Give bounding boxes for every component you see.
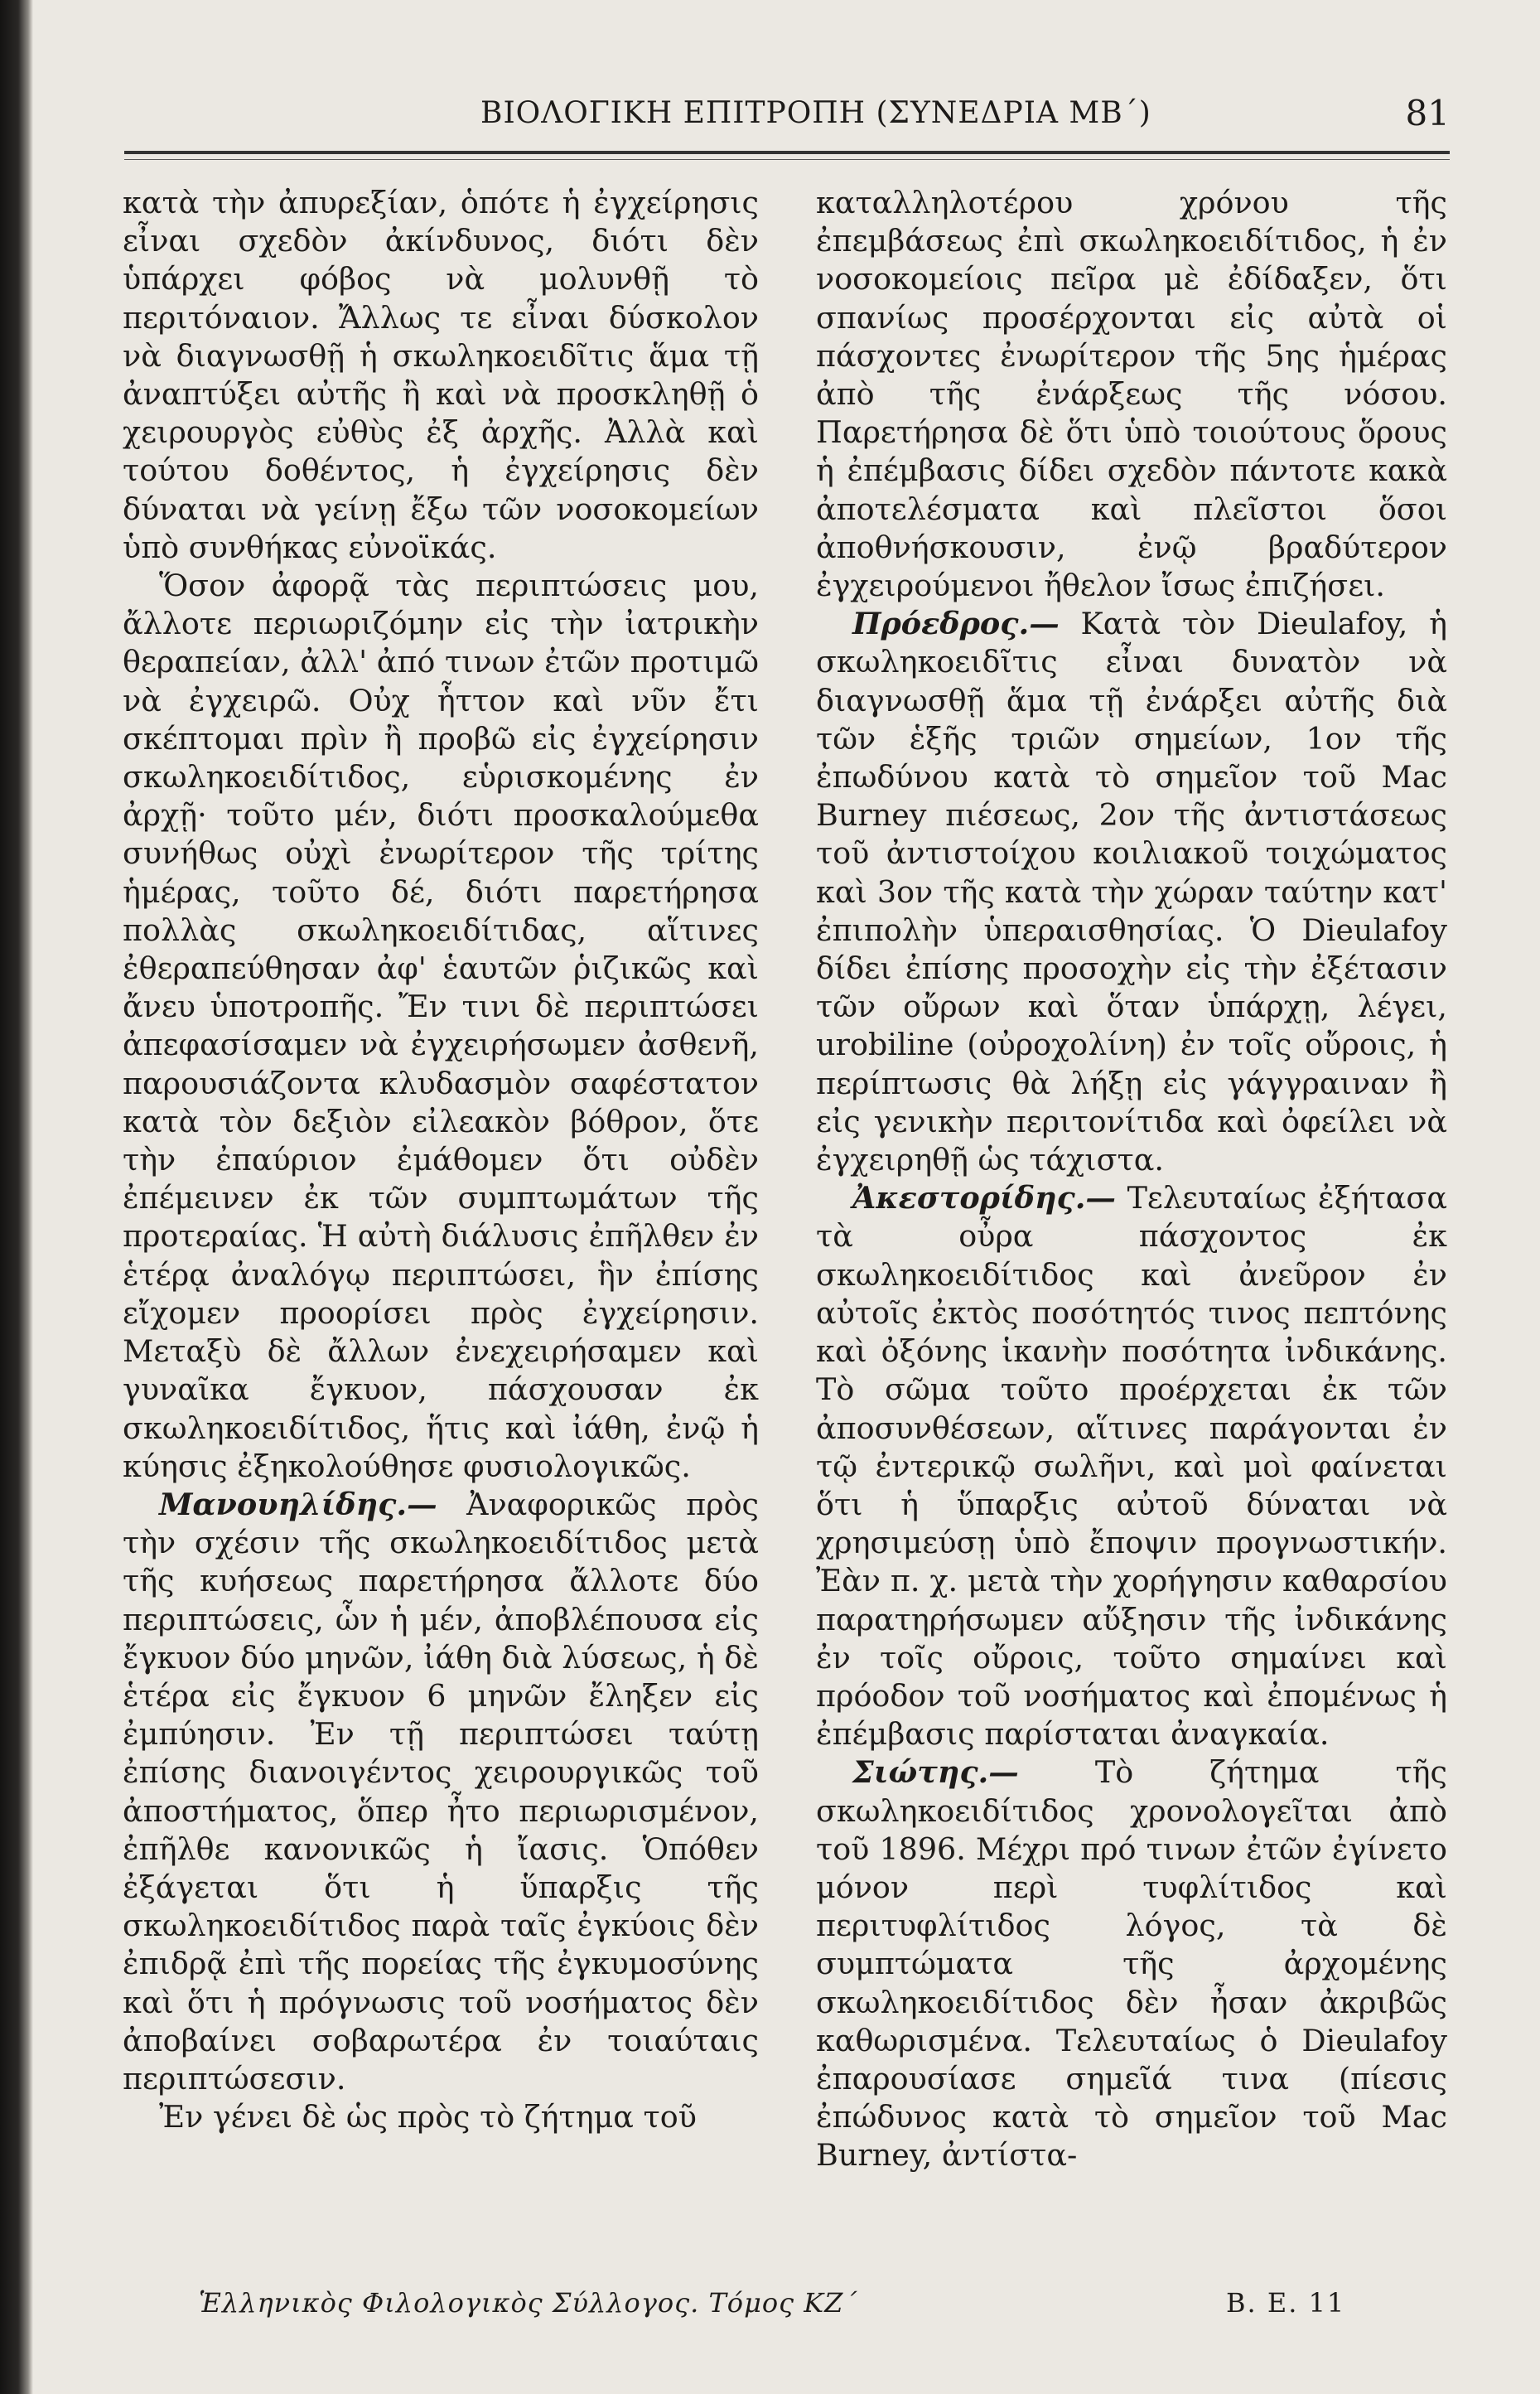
speaker-name: Μανουηλίδης.—: [159, 1486, 437, 1522]
speech-text: Τὸ ζήτημα τῆς σκωληκοειδίτιδος χρονολογεῖται ἀπὸ τοῦ 1896. Μέχρι πρό τινων ἐτῶν ἐγίνετο μόνον περὶ τυφλίτιδος καὶ περιτυφλίτιδος λόγος, τὰ δὲ συμπτώματα τῆς ἀρχομένης σκωληκοειδίτιδος δὲν ἦσαν ἀκριβῶς καθωρισμένα. Τελευταίως ὁ Dieulafoy ἐπαρουσίασε σημεῖά τινα (πίεσις ἐπώδυνος κατὰ τὸ σημεῖον τοῦ Mac Burney, ἀντίστα-: [816, 1754, 1447, 2174]
page-number: 81: [1405, 93, 1450, 133]
paragraph: [123, 1486, 759, 2098]
speaker-name: Πρόεδρος.—: [852, 606, 1060, 642]
left-column: [123, 184, 759, 2136]
speech-text: Ἀναφορικῶς πρὸς τὴν σχέσιν τῆς σκωληκοειδίτιδος μετὰ τῆς κυήσεως παρετήρησα ἄλλοτε δύο περιπτώσεις, ὧν ἡ μέν, ἀποβλέπουσα εἰς ἔγκυον δύο μηνῶν, ἰάθη διὰ λύσεως, ἡ δὲ ἑτέρα εἰς ἔγκυον 6 μηνῶν ἔληξεν εἰς ἐμπύησιν. Ἐν τῇ περιπτώσει ταύτῃ ἐπίσης διανοιγέντος χειρουργικῶς τοῦ ἀποστήματος, ὅπερ ἦτο περιωρισμένον, ἐπῆλθε κανονικῶς ἡ ἴασις. Ὁπόθεν ἐξάγεται ὅτι ἡ ὕπαρξις τῆς σκωληκοειδίτιδος παρὰ ταῖς ἐγκύοις δὲν ἐπιδρᾷ ἐπὶ τῆς πορείας τῆς ἐγκυμοσύνης καὶ ὅτι ἡ πρόγνωσις τοῦ νοσήματος δὲν ἀποβαίνει σοβαρωτέρα ἐν τοιαύταις περιπτώσεσιν.: [123, 1486, 759, 2097]
paragraph: Ἐν γένει δὲ ὡς πρὸς τὸ ζήτημα τοῦ: [159, 2099, 697, 2135]
paragraph: κατὰ τὴν ἀπυρεξίαν, ὁπότε ἡ ἐγχείρησις εἶναι σχεδὸν ἀκίνδυνος, διότι δὲν ὑπάρχει φόβος νὰ μολυνθῇ τὸ περιτόναιον. Ἄλλως τε εἶναι δύσκολον νὰ διαγνωσθῇ ἡ σκωληκοειδῖτις ἅμα τῇ ἀναπτύξει αὐτῆς ἢ καὶ νὰ προσκληθῇ ὁ χειρουργὸς εὐθὺς ἐξ ἀρχῆς. Ἀλλὰ καὶ τούτου δοθέντος, ἡ ἐγχείρησις δὲν δύναται νὰ γείνῃ ἔξω τῶν νοσοκομείων ὑπὸ συνθήκας εὐνοϊκάς.: [123, 185, 759, 565]
paragraph: Ὅσον ἀφορᾷ τὰς περιπτώσεις μου, ἄλλοτε περιωριζόμην εἰς τὴν ἰατρικὴν θεραπείαν, ἀλλ' ἀπό τινων ἐτῶν προτιμῶ νὰ ἐγχειρῶ. Οὐχ ἧττον καὶ νῦν ἔτι σκέπτομαι πρὶν ἢ προβῶ εἰς ἐγχείρησιν σκωληκοειδίτιδος, εὑρισκομένης ἐν ἀρχῇ· τοῦτο μέν, διότι προσκαλούμεθα συνήθως οὐχὶ ἐνωρίτερον τῆς τρίτης ἡμέρας, τοῦτο δέ, διότι παρετήρησα πολλὰς σκωληκοειδίτιδας, αἵτινες ἐθεραπεύθησαν ἀφ' ἑαυτῶν ῥιζικῶς καὶ ἄνευ ὑποτροπῆς. Ἔν τινι δὲ περιπτώσει ἀπεφασίσαμεν νὰ ἐγχειρήσωμεν ἀσθενῆ, παρουσιάζοντα κλυδασμὸν σαφέστατον κατὰ τὸν δεξιὸν εἰλεακὸν βόθρον, ὅτε τὴν ἐπαύριον ἐμάθομεν ὅτι οὐδὲν ἐπέμεινεν ἐκ τῶν συμπτωμάτων τῆς προτεραίας. Ἡ αὐτὴ διάλυσις ἐπῆλθεν ἐν ἑτέρᾳ ἀναλόγῳ περιπτώσει, ἣν ἐπίσης εἴχομεν προορίσει πρὸς ἐγχείρησιν. Μεταξὺ δὲ ἄλλων ἐνεχειρήσαμεν καὶ γυναῖκα ἔγκυον, πάσχουσαν ἐκ σκωληκοειδίτιδος, ἥτις καὶ ἰάθη, ἐνῷ ἡ κύησις ἐξηκολούθησε φυσιολογικῶς.: [123, 568, 759, 1484]
book-binding-shadow: [0, 0, 33, 2394]
speech-text: Κατὰ τὸν Dieulafoy, ἡ σκωληκοειδῖτις εἶναι δυνατὸν νὰ διαγνωσθῇ ἅμα τῇ ἐνάρξει αὐτῆς διὰ τῶν ἑξῆς τριῶν σημείων, 1ον τῆς ἐπωδύνου κατὰ τὸ σημεῖον τοῦ Mac Burney πιέσεως, 2ον τῆς ἀντιστάσεως τοῦ ἀντιστοίχου κοιλιακοῦ τοιχώματος καὶ 3ον τῆς κατὰ τὴν χώραν ταύτην κατ' ἐπιπολὴν ὑπεραισθησίας. Ὁ Dieulafoy δίδει ἐπίσης προσοχὴν εἰς τὴν ἐξέτασιν τῶν οὔρων καὶ ὅταν ὑπάρχῃ, λέγει, urobiline (οὐροχολίνη) ἐν τοῖς οὔροις, ἡ περίπτωσις θὰ λήξῃ εἰς γάγγραιναν ἢ εἰς γενικὴν περιτονίτιδα καὶ ὀφείλει νὰ ἐγχειρηθῇ ὡς τάχιστα.: [816, 606, 1447, 1178]
gathering-signature: Β. Ε. 11: [1226, 2287, 1346, 2319]
speaker-name: Σιώτης.—: [852, 1754, 1019, 1791]
right-column: [816, 184, 1447, 2175]
speaker-name: Ἀκεστορίδης.—: [852, 1180, 1116, 1216]
paragraph: καταλληλοτέρου χρόνου τῆς ἐπεμβάσεως ἐπὶ σκωληκοειδίτιδος, ἡ ἐν νοσοκομείοις πεῖρα μὲ ἐδίδαξεν, ὅτι σπανίως προσέρχονται εἰς αὐτὰ οἱ πάσχοντες ἐνωρίτερον τῆς 5ης ἡμέρας ἀπὸ τῆς ἐνάρξεως τῆς νόσου. Παρετήρησα δὲ ὅτι ὑπὸ τοιούτους ὅρους ἡ ἐπέμβασις δίδει σχεδὸν πάντοτε κακὰ ἀποτελέσματα καὶ πλεῖστοι ὅσοι ἀποθνήσκουσιν, ἐνῷ βραδύτερον ἐγχειρούμενοι ἤθελον ἴσως ἐπιζήσει.: [816, 185, 1447, 604]
society-footnote: Ἑλληνικὸς Φιλολογικὸς Σύλλογος. Τόμος ΚΖ΄: [199, 2287, 858, 2319]
speech-text: Τελευταίως ἐξήτασα τὰ οὖρα πάσχοντος ἐκ σκωληκοειδίτιδος καὶ ἀνεῦρον ἐν αὐτοῖς ἐκτὸς ποσότητός τινος πεπτόνης καὶ ὀξόνης ἱκανὴν ποσότητα ἰνδικάνης. Τὸ σῶμα τοῦτο προέρχεται ἐκ τῶν ἀποσυνθέσεων, αἵτινες παράγονται ἐν τῷ ἐντερικῷ σωλῆνι, καὶ μοὶ φαίνεται ὅτι ἡ ὕπαρξις αὐτοῦ δύναται νὰ χρησιμεύσῃ ὑπὸ ἔποψιν προγνωστικήν. Ἐὰν π. χ. μετὰ τὴν χορήγησιν καθαρσίου παρατηρήσωμεν αὔξησιν τῆς ἰνδικάνης ἐν τοῖς οὔροις, τοῦτο σημαίνει καὶ πρόοδον τοῦ νοσήματος καὶ ἐπομένως ἡ ἐπέμβασις παρίσταται ἀναγκαία.: [816, 1180, 1447, 1753]
paragraph: [816, 1753, 1447, 2174]
header-rule-thin: [124, 159, 1450, 160]
running-title: ΒΙΟΛΟΓΙΚΗ ΕΠΙΤΡΟΠΗ (ΣΥΝΕΔΡΙΑ ΜΒ΄): [480, 96, 1151, 130]
page-header: [124, 89, 1450, 148]
paragraph: [816, 605, 1447, 1179]
header-rule-thick: [124, 151, 1450, 154]
paragraph: [816, 1179, 1447, 1753]
